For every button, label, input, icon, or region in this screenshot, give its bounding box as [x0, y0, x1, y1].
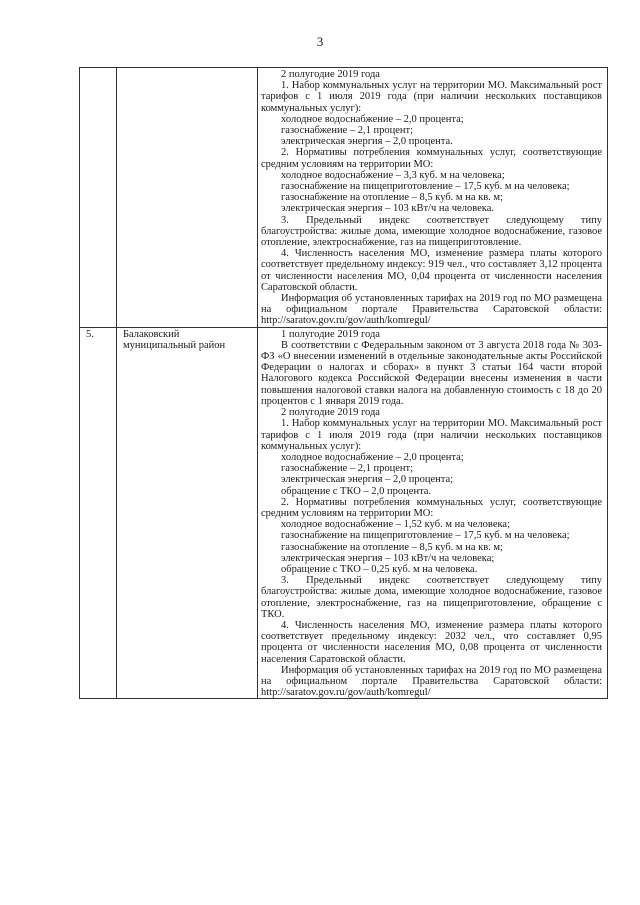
paragraph: 4. Численность населения МО, изменение размера платы которого соответствует предельному индексу: 2032 чел., что составляет 0,95 процента от численности населения МО, 0,08 процента от численности населения Саратовской области.: [261, 619, 602, 665]
row-number: [80, 68, 117, 328]
district-name: Балаковский муниципальный район: [117, 327, 258, 699]
paragraph: Информация об установленных тарифах на 2019 год по МО размещена на официальном портале Правительства Саратовской области: http://saratov.gov.ru/gov/auth/komregul/: [261, 664, 602, 699]
paragraph: В соответствии с Федеральным законом от 3 августа 2018 года № 303-ФЗ «О внесении изменений в отдельные законодательные акты Российской Федерации о налогах и сборах» в пункт 3 статьи 164 части второй Налогового кодекса Российской Федерации внесены изменения в части повышения налоговой ставки налога на добавленную стоимость с 18 до 20 процентов с 1 января 2019 года.: [261, 339, 602, 407]
paragraph: холодное водоснабжение – 1,52 куб. м на человека;: [281, 519, 510, 531]
tariff-info: [258, 68, 608, 328]
table-row: [80, 327, 608, 699]
paragraph: 1. Набор коммунальных услуг на территории МО. Максимальный рост тарифов с 1 июля 2019 года (при наличии нескольких поставщиков коммунальных услуг):: [261, 80, 602, 114]
district-name: [117, 68, 258, 328]
paragraph: обращение с ТКО – 2,0 процента.: [281, 485, 432, 497]
paragraph: 1. Набор коммунальных услуг на территории МО. Максимальный рост тарифов с 1 июля 2019 года (при наличии нескольких поставщиков коммунальных услуг):: [261, 418, 602, 452]
paragraph: 2 полугодие 2019 года: [281, 407, 380, 419]
paragraph: 2. Нормативы потребления коммунальных услуг, соответствующие средним условиям на территории МО:: [261, 147, 602, 170]
paragraph: обращение с ТКО – 0,25 куб. м на человека.: [281, 563, 478, 575]
paragraph: электрическая энергия – 2,0 процента;: [281, 474, 454, 486]
paragraph: 3. Предельный индекс соответствует следующему типу благоустройства: жилые дома, имеющие холодное водоснабжение, газовое отопление, электроснабжение, газ на пищеприготовление, обращение с ТКО.: [261, 575, 602, 620]
paragraph: электрическая энергия – 103 кВт/ч на человека;: [281, 552, 495, 564]
paragraph: 2 полугодие 2019 года: [281, 69, 380, 80]
tariff-table-body: [80, 68, 608, 699]
paragraph: 4. Численность населения МО, изменение размера платы которого соответствует предельному индексу: 919 чел., что составляет 3,12 процента от численности населения МО, 0,04 процента от численности населения Саратовской области.: [261, 248, 602, 293]
paragraph: газоснабжение – 2,1 процент;: [281, 463, 414, 475]
tariff-table: [79, 67, 608, 699]
row-number: 5.: [80, 327, 117, 699]
paragraph: 2. Нормативы потребления коммунальных услуг, соответствующие средним условиям на территории МО:: [261, 496, 602, 519]
paragraph: Информация об установленных тарифах на 2019 год по МО размещена на официальном портале Правительства Саратовской области: http://saratov.gov.ru/gov/auth/komregul/: [261, 293, 602, 327]
page-number: 3: [316, 34, 324, 49]
paragraph: холодное водоснабжение – 2,0 процента;: [281, 113, 464, 125]
table-row: [80, 68, 608, 328]
paragraph: 1 полугодие 2019 года: [281, 328, 380, 340]
paragraph: холодное водоснабжение – 3,3 куб. м на человека;: [281, 169, 505, 181]
paragraph: электрическая энергия – 2,0 процента.: [281, 136, 453, 148]
paragraph: газоснабжение на отопление – 8,5 куб. м на кв. м;: [281, 541, 503, 553]
paragraph: газоснабжение на отопление – 8,5 куб. м на кв. м;: [281, 192, 503, 204]
paragraph: газоснабжение – 2,1 процент;: [281, 125, 414, 137]
paragraph: газоснабжение на пищеприготовление – 17,5 куб. м на человека;: [281, 181, 570, 193]
paragraph: электрическая энергия – 103 кВт/ч на человека.: [281, 203, 494, 215]
paragraph: 3. Предельный индекс соответствует следующему типу благоустройства: жилые дома, имеющие холодное водоснабжение, газовое отопление, электроснабжение, газ на пищеприготовление.: [261, 214, 602, 249]
paragraph: холодное водоснабжение – 2,0 процента;: [281, 451, 464, 463]
tariff-info: [258, 327, 608, 699]
paragraph: газоснабжение на пищеприготовление – 17,5 куб. м на человека;: [281, 530, 570, 542]
